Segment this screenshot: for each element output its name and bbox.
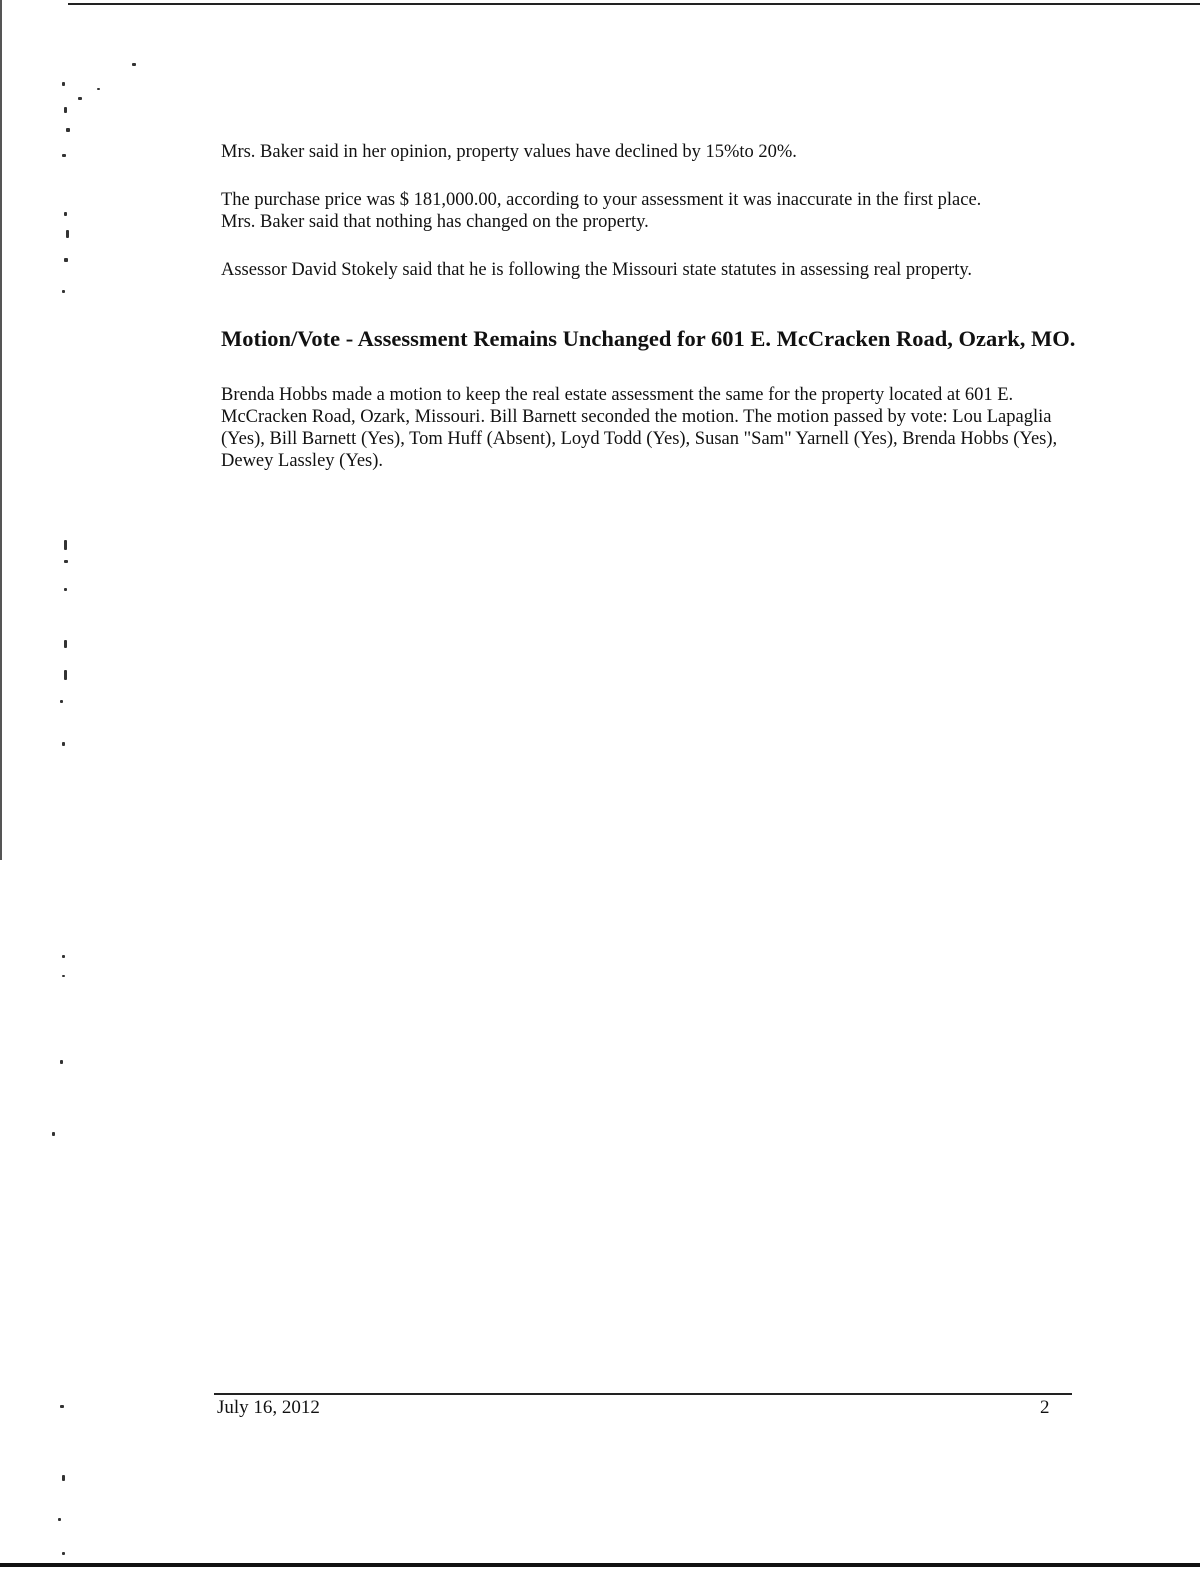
- footer-rule: [214, 1393, 1072, 1395]
- paragraph-purchase-price: The purchase price was $ 181,000.00, according to your assessment it was inaccurate in the first place.: [221, 190, 982, 210]
- page-number: 2: [1040, 1397, 1050, 1418]
- paragraph-assessor-statement: Assessor David Stokely said that he is following the Missouri state statutes in assessing real property.: [221, 260, 973, 280]
- motion-body: Brenda Hobbs made a motion to keep the real estate assessment the same for the property located at 601 E. McCracken Road, Ozark, Missouri. Bill Barnett seconded the motion. The motion passed by vote: Lou Lapaglia (Yes), Bill Barnett (Yes), Tom Huff (Absent), Loyd Todd (Yes), Susan "Sam" Yarnell (Yes), Brenda Hobbs (Yes), Dewey Lassley (Yes).: [221, 385, 1058, 471]
- paragraph-property-values: Mrs. Baker said in her opinion, property values have declined by 15%to 20%.: [221, 142, 797, 162]
- bottom-border-line: [0, 1563, 1200, 1567]
- body-text: [221, 141, 1081, 281]
- motion-heading: Motion/Vote - Assessment Remains Unchanged for 601 E. McCracken Road, Ozark, MO.: [221, 326, 1076, 351]
- paragraph-nothing-changed: Mrs. Baker said that nothing has changed on the property.: [221, 212, 649, 232]
- top-border-line: [68, 3, 1200, 5]
- footer-date: July 16, 2012: [217, 1397, 320, 1418]
- scan-left-edge: [0, 0, 2, 860]
